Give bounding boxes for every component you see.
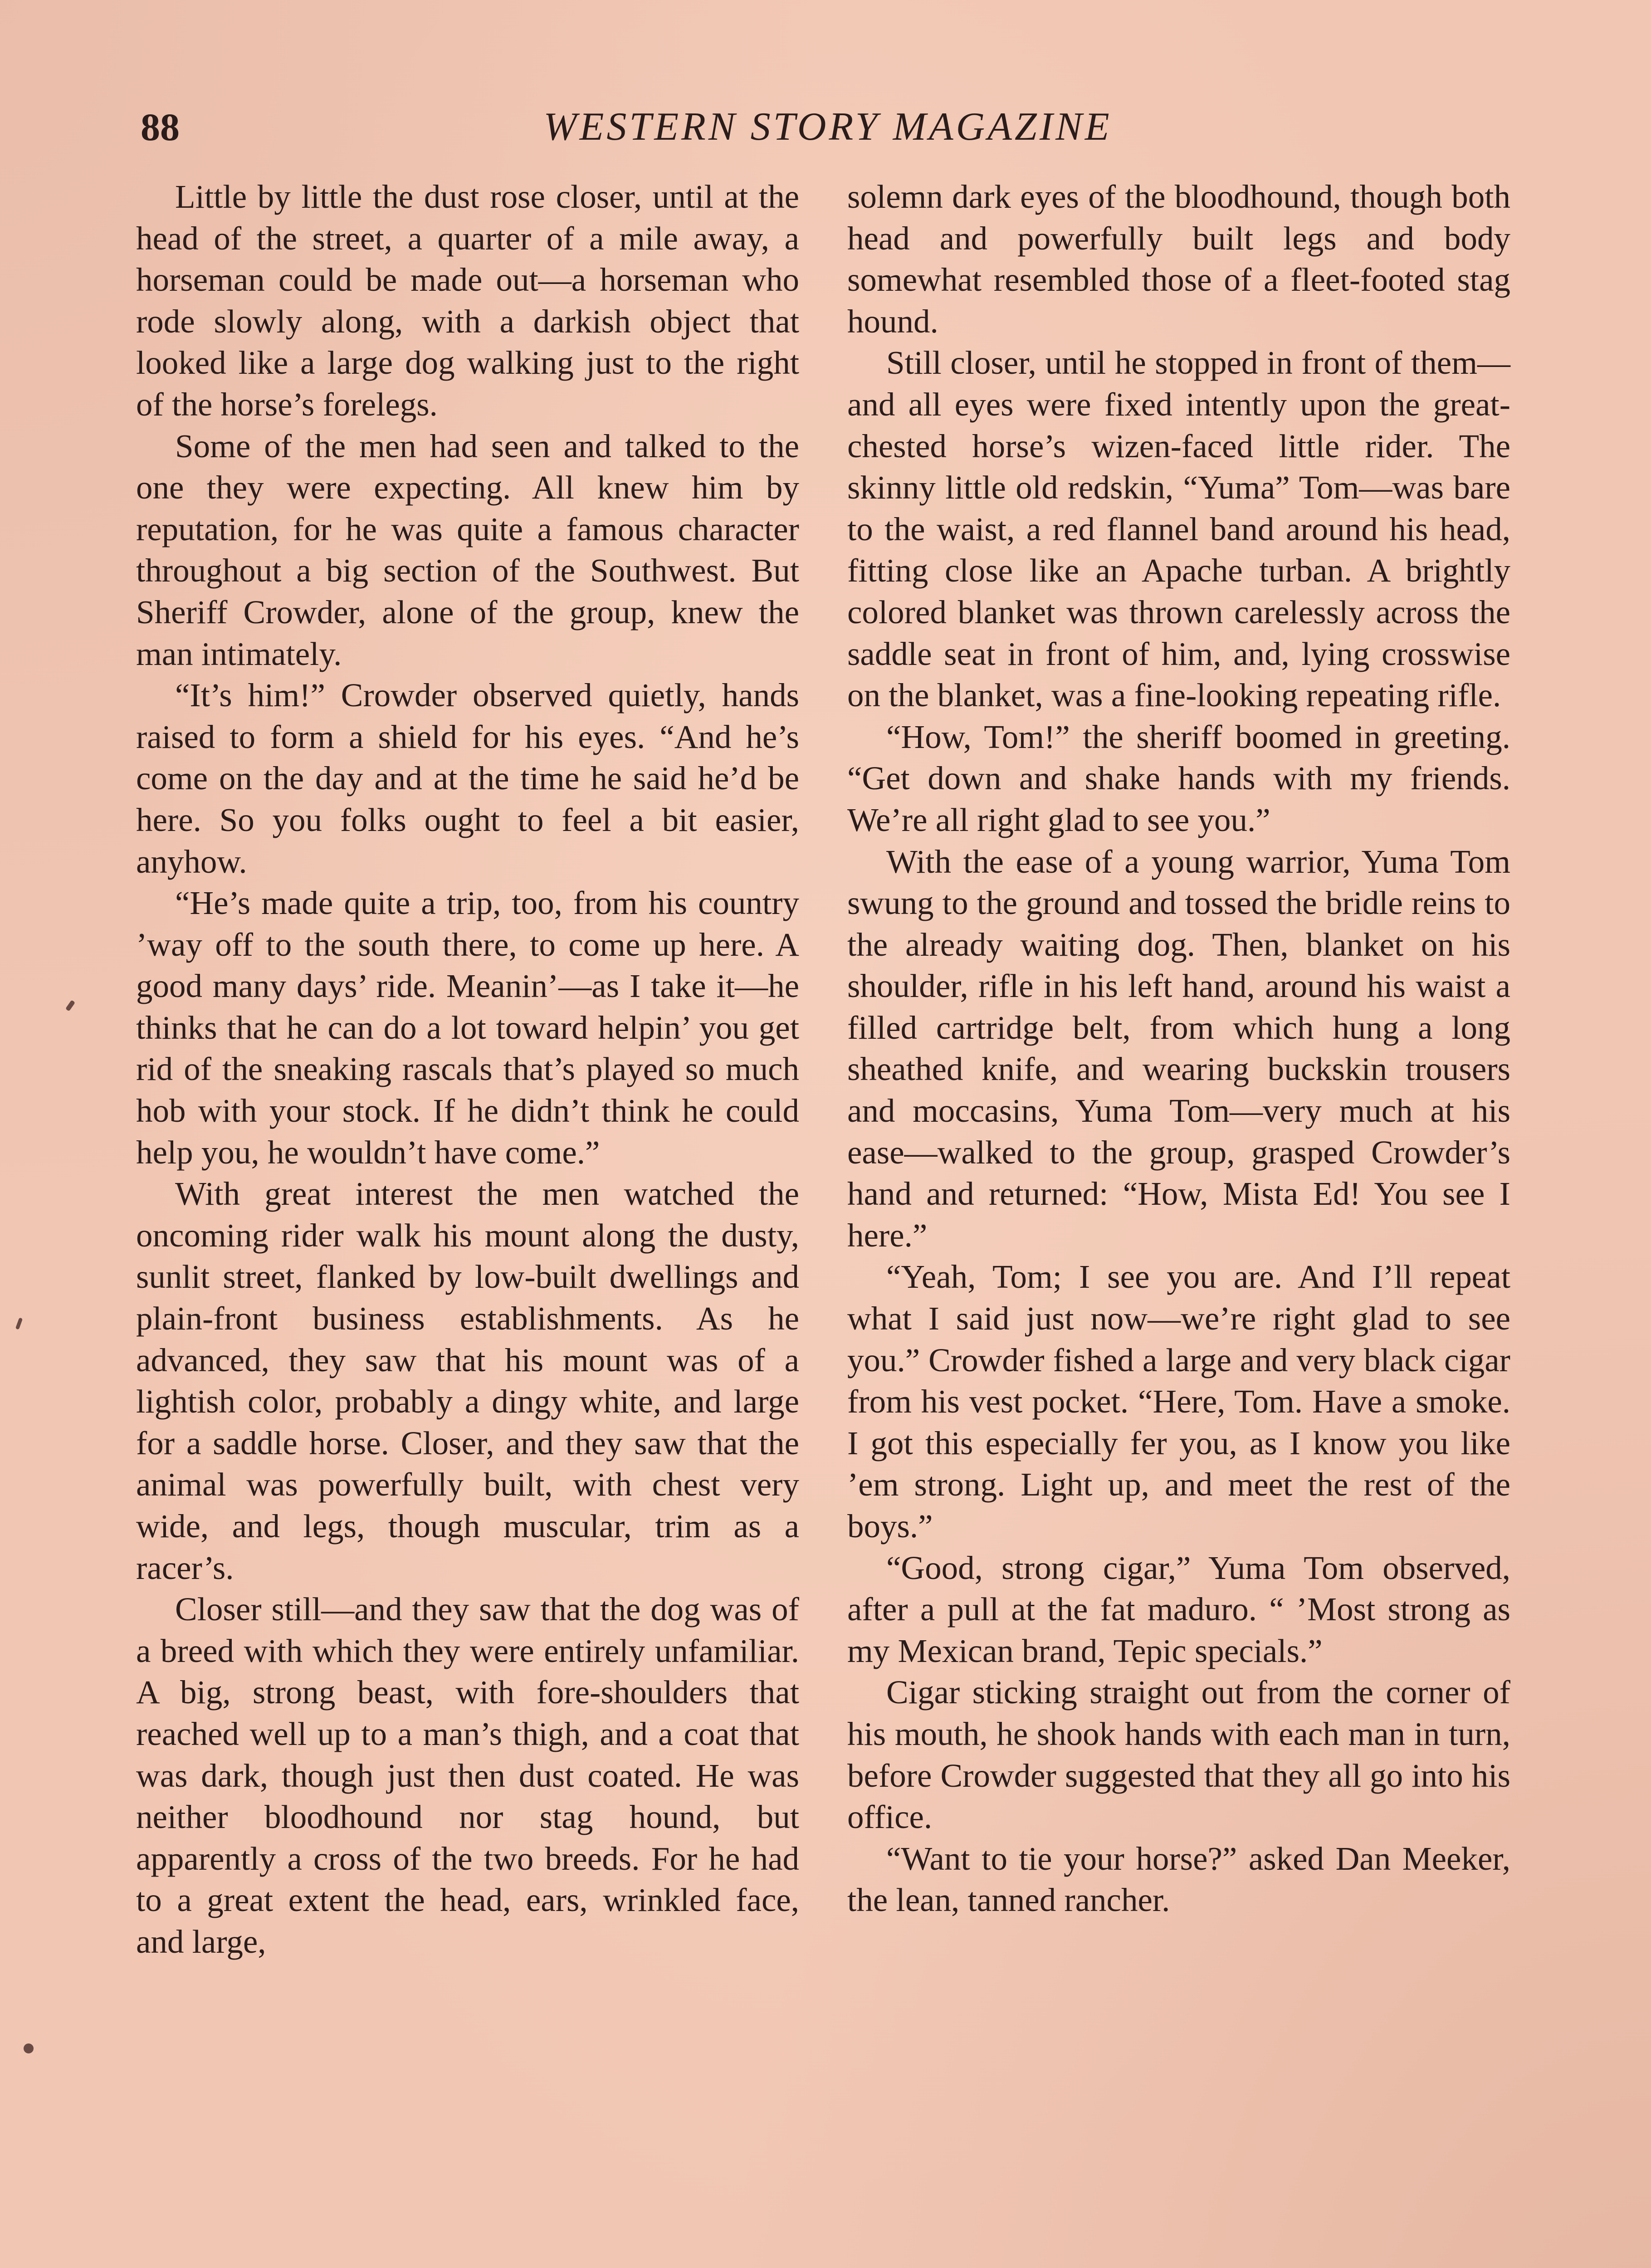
right-column [847, 176, 1510, 1921]
paper-speck [24, 2043, 34, 2053]
paragraph: Closer still—and they saw that the dog was of a breed with which they were entirely unfamiliar. A big, strong beast, with fore-shoulders that reached well up to a man’s thigh, and a coat that was dark, though just then dust coated. He was neither bloodhound nor stag hound, but apparently a cross of the two breeds. For he had to a great extent the head, ears, wrinkled face, and large, [136, 1591, 799, 1960]
magazine-title: WESTERN STORY MAGAZINE [543, 105, 1112, 149]
page-header [141, 98, 1515, 156]
paragraph: Still closer, until he stopped in front of them—and all eyes were fixed intently upon the great-chested horse’s wizen-faced little rider. The skinny little old redskin, “Yuma” Tom—was bare to the waist, a red flannel band around his head, fitting close like an Apache turban. A brightly colored blanket was thrown carelessly across the saddle seat in front of him, and, lying crosswise on the blanket, was a fine-looking repeating rifle. [847, 344, 1510, 714]
paragraph: With great interest the men watched the oncoming rider walk his mount along the dusty, sunlit street, flanked by low-built dwellings and plain-front business establishments. As he advanced, they saw that his mount was of a lightish color, probably a dingy white, and large for a saddle horse. Closer, and they saw that the animal was powerfully built, with chest very wide, and legs, though muscular, trim as a racer’s. [136, 1175, 799, 1586]
left-column [136, 176, 799, 1963]
paragraph: “Yeah, Tom; I see you are. And I’ll repeat what I said just now—we’re right glad to see you.” Crowder fished a large and very black cigar from his vest pocket. “Here, Tom. Have a smoke. I got this especially fer you, as I know you like ’em strong. Light up, and meet the rest of the boys.” [847, 1258, 1510, 1545]
page-number: 88 [141, 105, 180, 149]
paragraph: “Want to tie your horse?” asked Dan Meeker, the lean, tanned rancher. [847, 1840, 1510, 1919]
paragraph: “Good, strong cigar,” Yuma Tom observed, after a pull at the fat maduro. “ ’Most strong as my Mexican brand, Tepic specials.” [847, 1549, 1510, 1669]
paragraph: “It’s him!” Crowder observed quietly, hands raised to form a shield for his eyes. “And he’s come on the day and at the time he said he’d be here. So you folks ought to feel a bit easier, anyhow. [136, 677, 799, 880]
paragraph: With the ease of a young warrior, Yuma Tom swung to the ground and tossed the bridle reins to the already waiting dog. Then, blanket on his shoulder, rifle in his left hand, around his waist a filled cartridge belt, from which hung a long sheathed knife, and wearing buckskin trousers and moccasins, Yuma Tom—very much at his ease—walked to the group, grasped Crowder’s hand and returned: “How, Mista Ed! You see I here.” [847, 843, 1510, 1254]
paragraph-continuation: solemn dark eyes of the bloodhound, though both head and powerfully built legs and body somewhat resembled those of a fleet-footed stag hound. [847, 178, 1510, 340]
paragraph: Cigar sticking straight out from the corner of his mouth, he shook hands with each man in turn, before Crowder suggested that they all go into his office. [847, 1674, 1510, 1836]
paragraph: “How, Tom!” the sheriff boomed in greeting. “Get down and shake hands with my friends. We’re all right glad to see you.” [847, 718, 1510, 838]
paper-speck [65, 1000, 75, 1011]
paragraph: “He’s made quite a trip, too, from his country ’way off to the south there, to come up here. A good many days’ ride. Meanin’—as I take it—he thinks that he can do a lot toward helpin’ you get rid of the sneaking rascals that’s played so much hob with your stock. If he didn’t think he could help you, he wouldn’t have come.” [136, 885, 799, 1171]
paper-speck [15, 1317, 23, 1330]
paragraph: Little by little the dust rose closer, until at the head of the street, a quarter of a mile away, a horseman could be made out—a horseman who rode slowly along, with a darkish object that looked like a large dog walking just to the right of the horse’s forelegs. [136, 178, 799, 423]
paragraph: Some of the men had seen and talked to the one they were expecting. All knew him by reputation, for he was quite a famous character throughout a big section of the Southwest. But Sheriff Crowder, alone of the group, knew the man intimately. [136, 427, 799, 672]
